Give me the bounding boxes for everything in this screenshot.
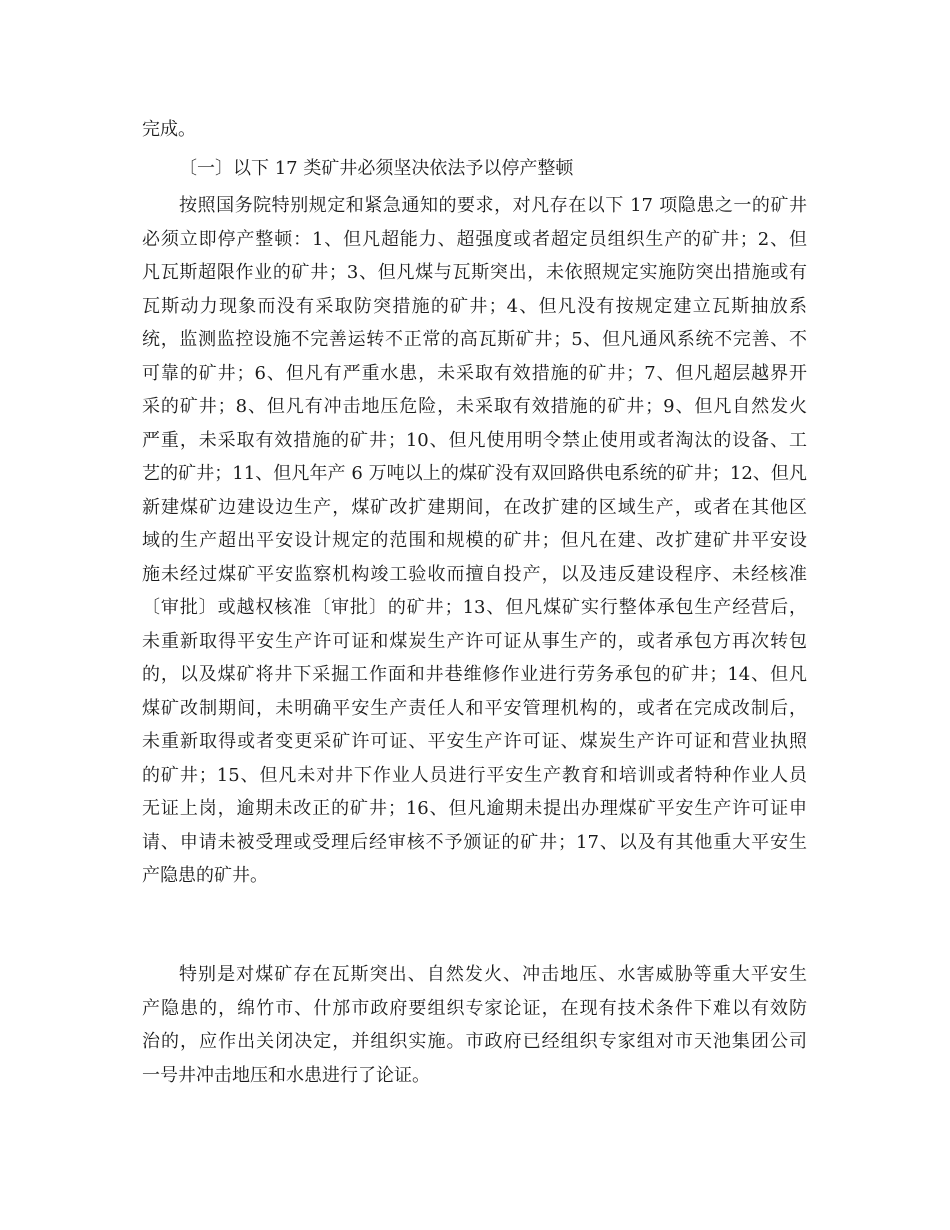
text-line: 必须立即停产整顿：1、但凡超能力、超强度或者超定员组织生产的矿井；2、但	[142, 228, 807, 250]
text-line: 产隐患的，绵竹市、什邡市政府要组织专家论证，在现有技术条件下难以有效防	[142, 997, 807, 1019]
text-line: 产隐患的矿井。	[142, 865, 268, 886]
text-line: 采的矿井；8、但凡有冲击地压危险，未采取有效措施的矿井；9、但凡自然发火	[142, 396, 807, 417]
text-line: 未重新取得或者变更采矿许可证、平安生产许可证、煤炭生产许可证和营业执照	[142, 731, 807, 752]
text-line: 严重，未采取有效措施的矿井；10、但凡使用明令禁止使用或者淘汰的设备、工	[142, 429, 807, 451]
text-line: 一号井冲击地压和水患进行了论证。	[142, 1064, 430, 1086]
text-line: 可靠的矿井；6、但凡有严重水患，未采取有效措施的矿井；7、但凡超层越界开	[142, 362, 807, 384]
text-line: 完成。	[142, 119, 196, 140]
heading-text: 〔一〕以下 17 类矿井必须坚决依法予以停产整顿	[179, 158, 574, 179]
text-line: 凡瓦斯超限作业的矿井；3、但凡煤与瓦斯突出，未依照规定实施防突出措施或有	[142, 262, 807, 283]
text-line: 治的，应作出关闭决定，并组织实施。市政府已经组织专家组对市天池集团公司	[142, 1031, 807, 1052]
text-line: 按照国务院特别规定和紧急通知的要求，对凡存在以下 17 项隐患之一的矿井	[179, 195, 807, 216]
text-line: 〔审批〕或越权核准〔审批〕的矿井；13、但凡煤矿实行整体承包生产经营后，	[142, 597, 807, 618]
paragraph-continuation	[142, 113, 807, 147]
paragraph-special-hazards	[142, 958, 807, 1092]
paragraph-17-hazards	[142, 189, 807, 893]
text-line: 未重新取得平安生产许可证和煤炭生产许可证从事生产的，或者承包方再次转包	[142, 630, 807, 652]
text-line: 特别是对煤矿存在瓦斯突出、自然发火、冲击地压、水害威胁等重大平安生	[179, 964, 807, 985]
section-heading	[142, 152, 807, 186]
text-line: 煤矿改制期间，未明确平安生产责任人和平安管理机构的，或者在完成改制后，	[142, 697, 807, 719]
text-line: 艺的矿井；11、但凡年产 6 万吨以上的煤矿没有双回路供电系统的矿井；12、但凡	[142, 463, 807, 484]
text-line: 的，以及煤矿将井下采掘工作面和井巷维修作业进行劳务承包的矿井；14、但凡	[142, 664, 807, 685]
text-line: 统，监测监控设施不完善运转不正常的高瓦斯矿井；5、但凡通风系统不完善、不	[142, 329, 807, 350]
text-line: 请、申请未被受理或受理后经审核不予颁证的矿井；17、以及有其他重大平安生	[142, 831, 807, 853]
text-line: 新建煤矿边建设边生产，煤矿改扩建期间，在改扩建的区域生产，或者在其他区	[142, 496, 807, 518]
text-line: 施未经过煤矿平安监察机构竣工验收而擅自投产，以及违反建设程序、未经核准	[142, 563, 807, 585]
text-line: 域的生产超出平安设计规定的范围和规模的矿井；但凡在建、改扩建矿井平安设	[142, 530, 807, 551]
text-line: 的矿井；15、但凡未对井下作业人员进行平安生产教育和培训或者特种作业人员	[142, 764, 807, 786]
text-line: 无证上岗，逾期未改正的矿井；16、但凡逾期未提出办理煤矿平安生产许可证申	[142, 798, 807, 819]
text-line: 瓦斯动力现象而没有采取防突措施的矿井；4、但凡没有按规定建立瓦斯抽放系	[142, 295, 807, 317]
